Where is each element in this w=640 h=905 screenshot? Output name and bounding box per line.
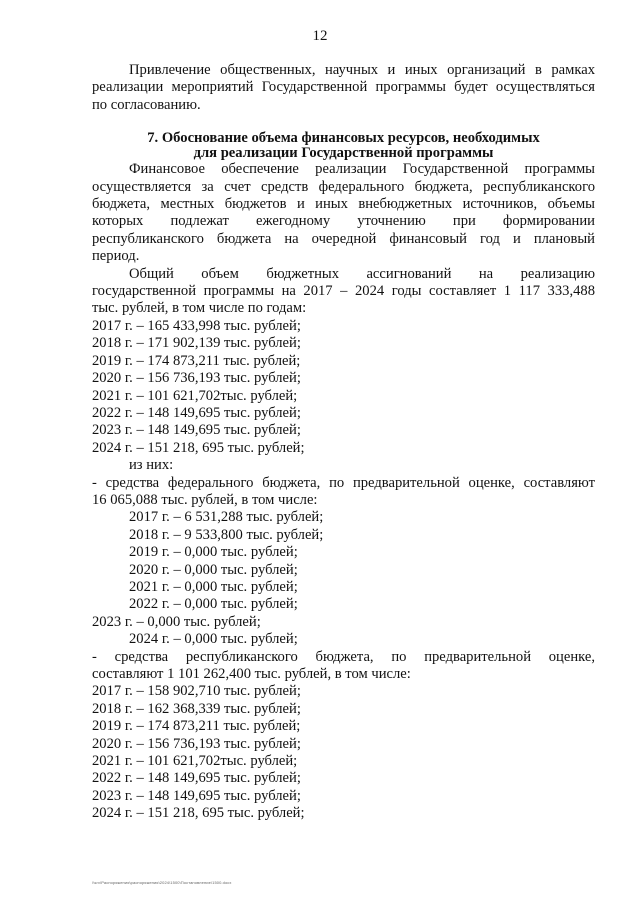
year-amount-line: 2017 г. – 158 902,710 тыс. рублей;: [92, 683, 301, 700]
year-amount-line: 2018 г. – 171 902,139 тыс. рублей;: [92, 335, 301, 352]
year-amount-line: 2024 г. – 0,000 тыс. рублей;: [129, 631, 298, 648]
year-amount-line: 2019 г. – 174 873,211 тыс. рублей;: [92, 352, 301, 369]
file-path-footer: \\srv\Распоряжения\распоряжения\2024\1500\Постановление\1500.docx: [92, 880, 232, 885]
paragraph-line: - средства республиканского бюджета, по предварительной оценке,: [92, 648, 595, 665]
document-body: [92, 62, 595, 823]
year-amount-line: 2018 г. – 162 368,339 тыс. рублей;: [92, 700, 301, 717]
intro-line: по согласованию.: [92, 96, 201, 113]
year-amount-line: 2020 г. – 156 736,193 тыс. рублей;: [92, 370, 301, 387]
paragraph-line: Финансовое обеспечение реализации Государственной программы: [129, 161, 595, 178]
paragraph-line: республиканского бюджета на очередной финансовый год и плановый: [92, 230, 595, 247]
paragraph-line: которых подлежат ежегодному уточнению при формировании: [92, 213, 595, 230]
year-amount-line: 2023 г. – 148 149,695 тыс. рублей;: [92, 422, 301, 439]
year-amount-line: 2019 г. – 174 873,211 тыс. рублей;: [92, 718, 301, 735]
intro-line: Привлечение общественных, научных и иных организаций в рамках: [129, 62, 595, 78]
paragraph-line: период.: [92, 248, 140, 265]
of-which-label: из них:: [129, 457, 174, 474]
total-by-year-list: [92, 318, 595, 457]
paragraph-line: тыс. рублей, в том числе по годам:: [92, 300, 307, 317]
republic-budget-block: [92, 649, 595, 823]
financing-paragraph: [92, 161, 595, 265]
year-amount-line: 2018 г. – 9 533,800 тыс. рублей;: [129, 526, 324, 543]
paragraph-line: государственной программы на 2017 – 2024 годы составляет 1 117 333,488: [92, 283, 595, 300]
total-budget-paragraph: [92, 266, 595, 318]
year-amount-line: 2022 г. – 148 149,695 тыс. рублей;: [92, 404, 301, 421]
year-amount-line: 2021 г. – 101 621,702тыс. рублей;: [92, 753, 298, 770]
year-amount-line: 2024 г. – 151 218, 695 тыс. рублей;: [92, 805, 305, 822]
year-amount-line: 2024 г. – 151 218, 695 тыс. рублей;: [92, 439, 305, 456]
year-amount-line: 2023 г. – 0,000 тыс. рублей;: [92, 613, 261, 630]
intro-line: реализации мероприятий Государственной программы будет осуществляться: [92, 79, 595, 96]
year-amount-line: 2020 г. – 0,000 тыс. рублей;: [129, 561, 298, 578]
year-amount-line: 2021 г. – 0,000 тыс. рублей;: [129, 578, 298, 595]
year-amount-line: 2022 г. – 0,000 тыс. рублей;: [129, 596, 298, 613]
year-amount-line: 2021 г. – 101 621,702тыс. рублей;: [92, 387, 298, 404]
year-amount-line: 2017 г. – 165 433,998 тыс. рублей;: [92, 317, 301, 334]
year-amount-line: 2019 г. – 0,000 тыс. рублей;: [129, 544, 298, 561]
section-heading-line: 7. Обоснование объема финансовых ресурсов, необходимых: [147, 130, 540, 147]
intro-paragraph: [92, 62, 595, 114]
year-amount-line: 2023 г. – 148 149,695 тыс. рублей;: [92, 787, 301, 804]
paragraph-line: осуществляется за счет средств федерального бюджета, республиканского: [92, 178, 595, 195]
section-heading: [92, 131, 595, 161]
year-amount-line: 2020 г. – 156 736,193 тыс. рублей;: [92, 735, 301, 752]
year-amount-line: 2022 г. – 148 149,695 тыс. рублей;: [92, 770, 301, 787]
paragraph-line: - средства федерального бюджета, по предварительной оценке, составляют: [92, 474, 595, 491]
paragraph-line: составляют 1 101 262,400 тыс. рублей, в том числе:: [92, 666, 411, 682]
section-heading-line: для реализации Государственной программы: [193, 145, 494, 162]
page-number: 12: [312, 28, 328, 44]
federal-budget-block: [92, 475, 595, 649]
paragraph-line: 16 065,088 тыс. рублей, в том числе:: [92, 491, 318, 508]
paragraph-line: бюджета, местных бюджетов и иных внебюджетных источников, объемы: [92, 196, 595, 213]
paragraph-line: Общий объем бюджетных ассигнований на реализацию: [129, 265, 595, 282]
year-amount-line: 2017 г. – 6 531,288 тыс. рублей;: [129, 509, 324, 526]
